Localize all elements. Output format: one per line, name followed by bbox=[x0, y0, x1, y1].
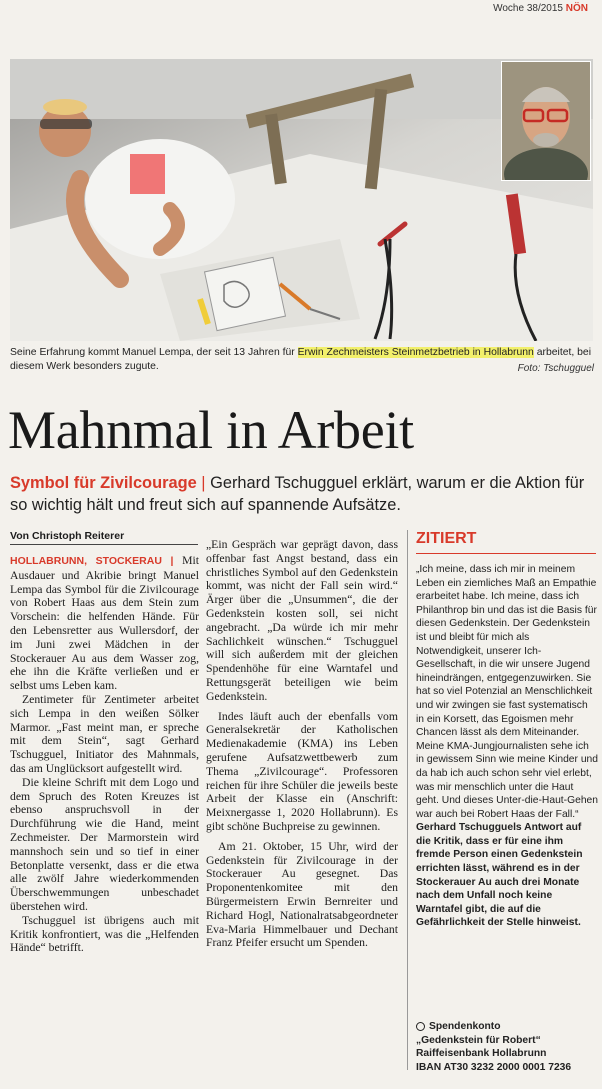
subheadline-text: Gerhard Tschugguel erklärt, warum er die Aktion für so wichtig hält und freut sich auf spannende Aufsätze. bbox=[10, 474, 585, 514]
paragraph: Indes läuft auch der ebenfalls vom Generalsekretär der Katholischen Medienakademie (KMA) ins Leben gerufene Aufsatzwettbewerb zum Thema „Zivilcourage“. Professoren reichen für ihre Schüler die jeweils beste Arbeit der Klasse ein (Anschrift: Meixnergasse 1, 2020 Hollabrunn). Es gibt schöne Buchpreise zu gewinnen. bbox=[206, 709, 398, 833]
bullet-circle-icon bbox=[416, 1022, 425, 1031]
caption-text: Seine Erfahrung kommt Manuel Lempa, der seit 13 Jahren für bbox=[10, 347, 298, 358]
subheadline bbox=[10, 472, 595, 516]
paragraph: Die kleine Schrift mit dem Logo und dem Spruch des Roten Kreuzes ist ebenso anspruchsvoll in der Durchführung wie die Hand, meint Zechmeister. Der Marmorstein wird mannshoch sein und so tief in einer Betonplatte versenkt, dass er die etwa alle zwölf Jahre wiederkommenden Überschwemmungen unbeschadet überstehen wird. bbox=[10, 775, 199, 913]
donation-title: Spendenkonto bbox=[429, 1021, 501, 1032]
article-photo bbox=[10, 59, 593, 341]
page-header bbox=[0, 0, 602, 16]
donation-box bbox=[416, 1020, 600, 1074]
issue-week: Woche 38/2015 bbox=[493, 3, 563, 14]
photo-credit: Foto: Tschugguel bbox=[517, 363, 594, 374]
paragraph bbox=[10, 554, 199, 693]
headline: Mahnmal in Arbeit bbox=[8, 400, 414, 460]
quote-sidebar bbox=[407, 530, 599, 1073]
donation-bank: Raiffeisenbank Hollabrunn bbox=[416, 1048, 547, 1060]
quote-attribution: Gerhard Tschugguels Antwort auf die Kritik, dass er für eine ihm fremde Person einen Gedenkstein errichten lässt, während es in der Stockerauer Au auch drei Monate nach dem Unfall noch keine Warntafel gibt, die auf die Gefährlichkeit der Stelle hinweist. bbox=[416, 822, 583, 929]
article-column-1 bbox=[10, 554, 199, 955]
paragraph: Zentimeter für Zentimeter arbeitet sich Lempa in den weißen Sölker Marmor. „Fast meint man, er spreche mit dem Stein“, sagt Gerhard Tschugguel, Initiator des Mahnmals, das am Unglücksort aufgestellt wird. bbox=[10, 692, 199, 775]
paragraph: „Ein Gespräch war geprägt davon, dass offenbar fast Angst bestand, dass ein christliches Symbol auf den Gedenkstein kommt, was nicht der Fall sein wird.“ Ärger über die „Unsummen“, die der Gedenkstein kosten soll, sei nicht angebracht. „Da würde ich mir mehr Sachlichkeit wünschen.“ Tschugguel will sich außerdem mit der gleichen Spendenhöhe für eine Warntafel und Rettungsgerät beteiligen wie beim Gedenkstein. bbox=[206, 538, 398, 703]
byline: Von Christoph Reiterer bbox=[10, 530, 198, 545]
caption-text-end: arbeitet, bei diesem Werk besonders zugute. bbox=[10, 347, 592, 372]
brand-logo: NÖN bbox=[565, 3, 588, 14]
photo-caption bbox=[10, 346, 593, 374]
portrait-illustration bbox=[502, 62, 590, 180]
donation-purpose: „Gedenkstein für Robert“ bbox=[416, 1034, 541, 1046]
caption-highlight: Erwin Zechmeisters Steinmetzbetrieb in Hollabrunn bbox=[297, 347, 534, 358]
sidebar-quote bbox=[416, 563, 598, 930]
portrait-inset bbox=[501, 61, 591, 181]
issue-label bbox=[493, 3, 588, 14]
sidebar-divider bbox=[416, 553, 596, 554]
dateline: HOLLABRUNN, STOCKERAU | bbox=[10, 555, 174, 567]
kicker: Symbol für Zivilcourage bbox=[10, 474, 197, 492]
kicker-separator: | bbox=[201, 474, 206, 492]
paragraph: Tschugguel ist übrigens auch mit Kritik konfrontiert, was die „Helfenden Hände“ betrifft. bbox=[10, 913, 199, 955]
donation-iban: IBAN AT30 3232 2000 0001 7236 bbox=[416, 1061, 572, 1073]
paragraph-text: Mit Ausdauer und Akribie bringt Manuel Lempa das Symbol für die Zivilcourage von Robert Haas aus dem Stein zum Vorschein: die helfenden Hände. Für den Lebensretter aus Wullersdorf, der im Juni zwei Mädchen in der Stockerauer Au aus dem Wasser zog, ehe ihn die Kräfte verließen und er selbst ums Leben kam. bbox=[10, 554, 199, 693]
quote-text: „Ich meine, dass ich mir in meinem Leben ein ziemliches Maß an Empathie erarbeitet habe. Ich meine, dass ich Philanthrop bin und das ist die Basis für diesen Gedenkstein. Der Gedenkstein ist und bleibt für mich als Notwendigkeit, unserer Ich-Gesellschaft, in die wir unsere Jugend hineindrängen, entgegenzuwirken. Sie hat so viel Potenzial an Menschlichkeit und wir zwingen sie fast systematisch in ein Korsett, das Egoismen mehr Chancen lässt als dem Miteinander. Meine KMA-Jungjournalisten sehe ich in gewissem Sinn wie meine Kinder und da hab ich auch schon sehr viel erlebt, was mir menschlich unter die Haut geht. Und dieses Unter-die-Haut-Gehen war auch bei Robert Haas der Fall.“ bbox=[416, 564, 599, 820]
paragraph: Am 21. Oktober, 15 Uhr, wird der Gedenkstein für Zivilcourage in der Stockerauer Au gesegnet. Das Proponentenkomitee mit den Bürgermeistern Erwin Bernreiter und Richard Hogl, Nationalratsabgeordneter Eva-Maria Himmelbauer und Dechant Franz Pfeifer ersucht um Spenden. bbox=[206, 839, 398, 950]
article-column-2 bbox=[206, 538, 398, 950]
sidebar-heading: ZITIERT bbox=[416, 530, 477, 547]
